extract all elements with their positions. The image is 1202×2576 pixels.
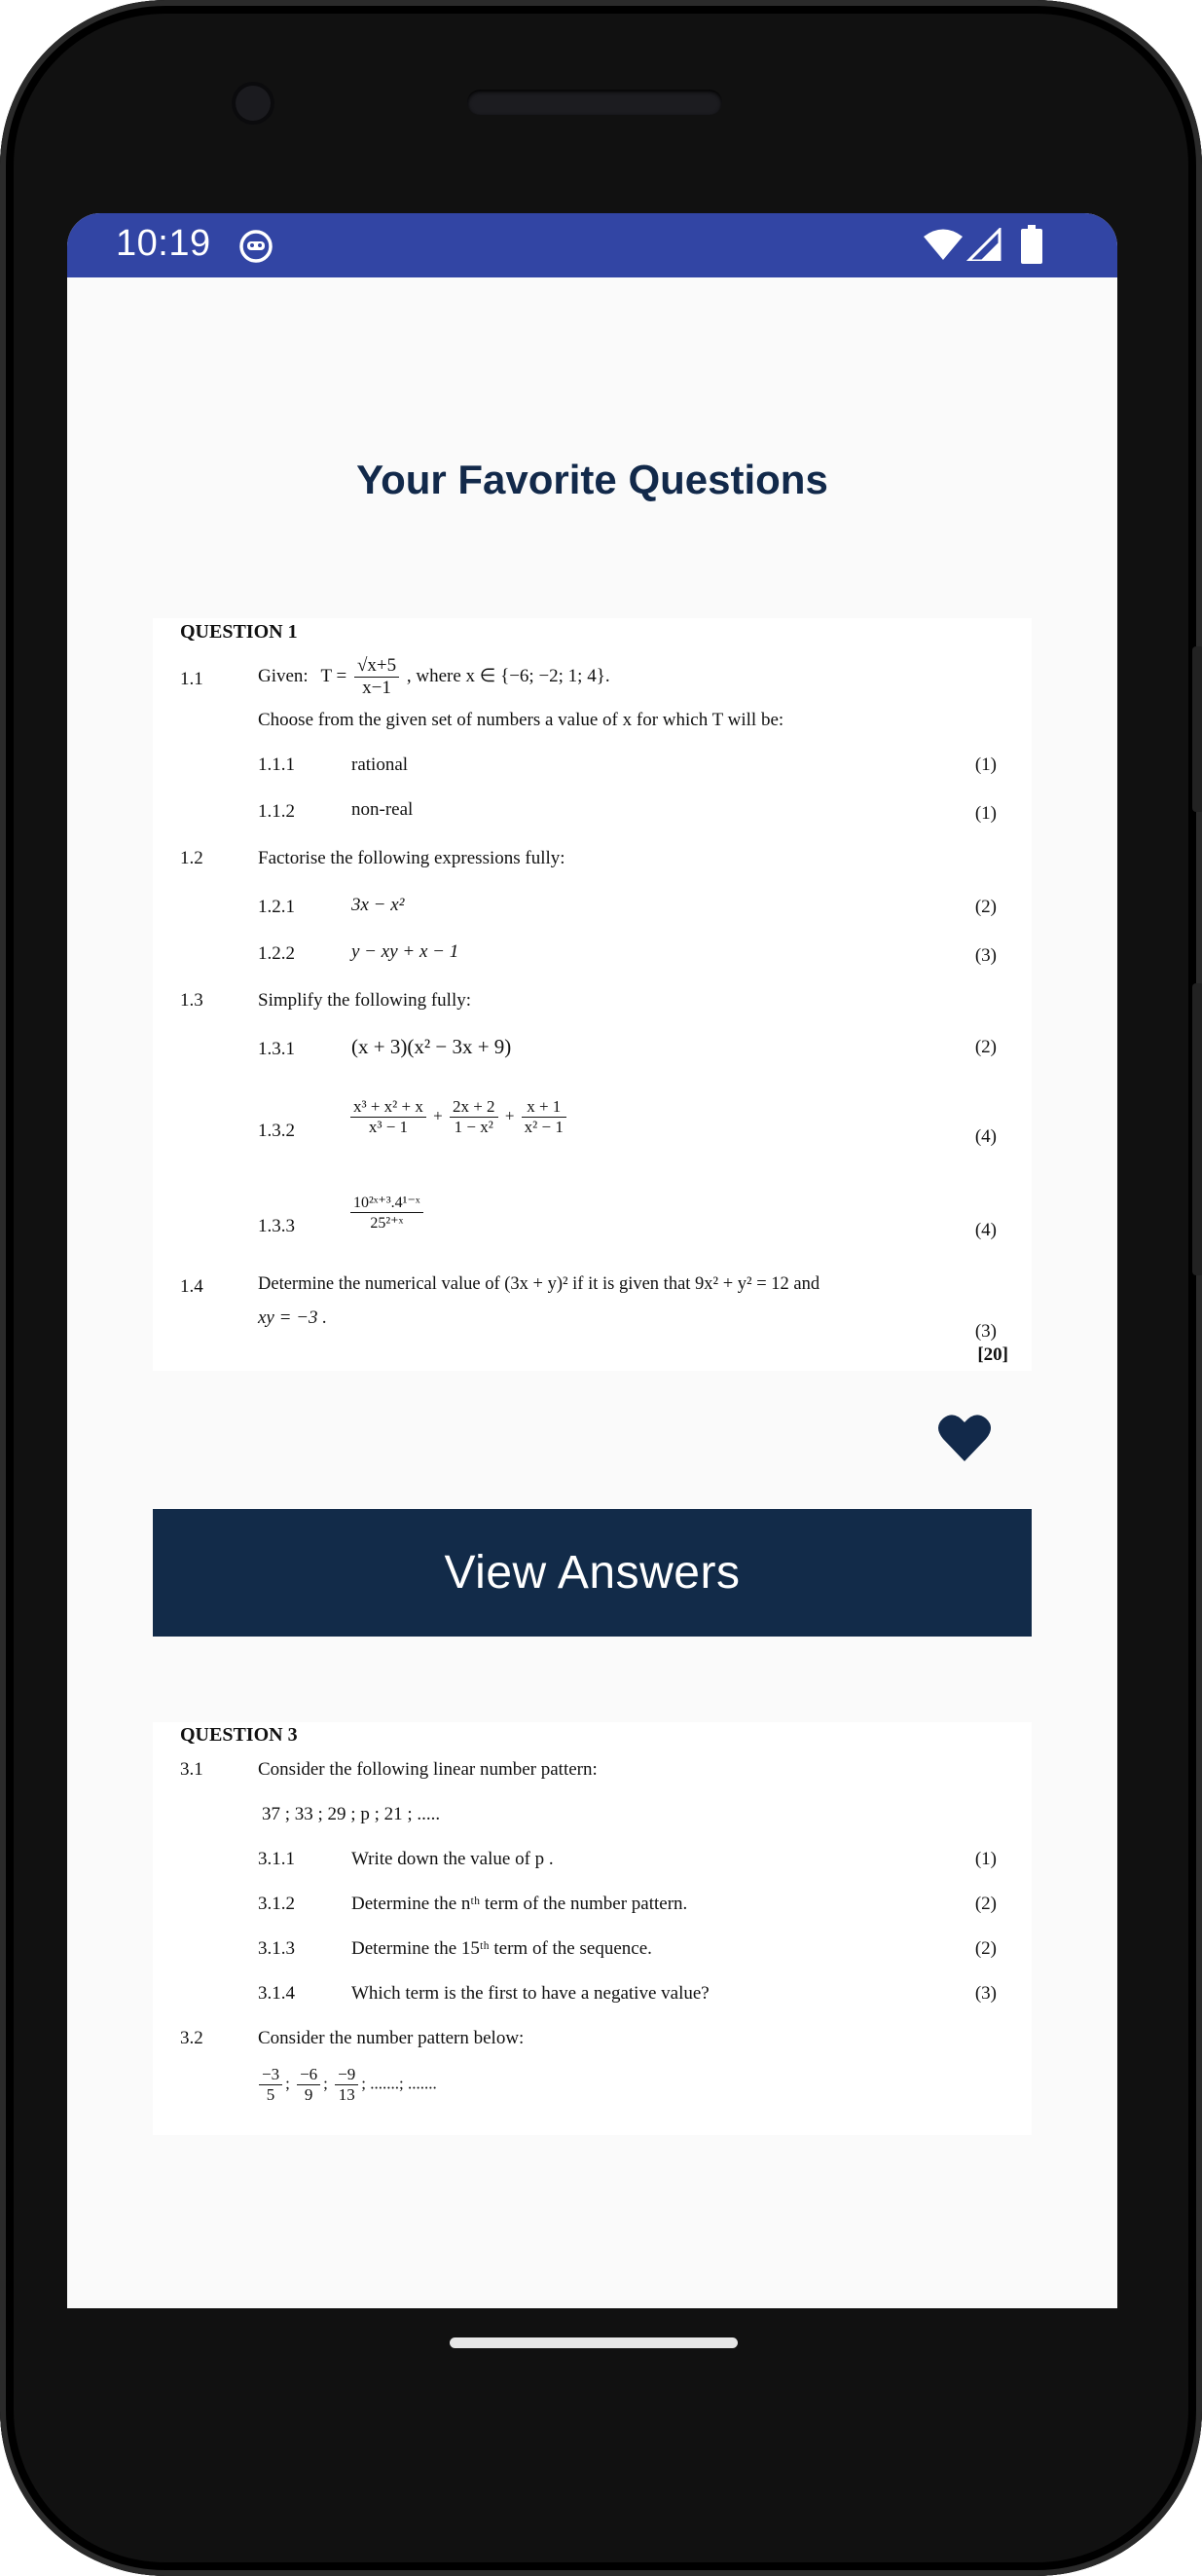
status-bar xyxy=(67,213,1117,277)
sub-num: 3.1.2 xyxy=(258,1894,295,1914)
q-text xyxy=(258,655,610,699)
expr-frac xyxy=(450,1097,498,1137)
q-text: Consider the number pattern below: xyxy=(258,2028,525,2048)
mark: (2) xyxy=(974,1894,997,1914)
home-indicator[interactable] xyxy=(450,2337,738,2348)
volume-button xyxy=(1192,983,1202,1275)
expr-frac xyxy=(522,1097,566,1137)
battery-icon xyxy=(1021,225,1042,264)
separator: ; xyxy=(285,2074,290,2093)
face-icon xyxy=(238,228,273,263)
q-frac-den: x−1 xyxy=(362,678,391,698)
sub-text: Determine the 15ᵗʰ term of the sequence. xyxy=(351,1938,652,1959)
pattern-frac xyxy=(335,2065,358,2105)
q-num: 3.2 xyxy=(180,2028,203,2048)
frac-num: 10²ˣ⁺³.4¹⁻ˣ xyxy=(350,1193,423,1213)
frac-num: 2x + 2 xyxy=(450,1097,498,1118)
sub-num: 3.1.1 xyxy=(258,1849,295,1869)
sub-text: 3x − x² xyxy=(351,895,405,915)
front-camera xyxy=(236,86,271,121)
sub-text: Which term is the first to have a negative value? xyxy=(351,1983,710,2004)
sub-num: 1.3.3 xyxy=(258,1216,295,1236)
app-screen xyxy=(67,213,1117,2308)
sub-text: Determine the nᵗʰ term of the number pattern. xyxy=(351,1894,688,1914)
q-fraction xyxy=(354,655,399,699)
sub-text: Write down the value of p . xyxy=(351,1849,554,1869)
sub-num: 1.2.2 xyxy=(258,943,295,964)
mark: (4) xyxy=(974,1126,997,1147)
sub-text: non-real xyxy=(351,799,414,820)
total-mark: [20] xyxy=(977,1344,1008,1365)
q-num: 1.2 xyxy=(180,848,203,868)
mark: (2) xyxy=(974,1037,997,1057)
sub-expr xyxy=(347,1097,569,1137)
q-frac-num: √x+5 xyxy=(354,655,399,678)
question-heading: QUESTION 3 xyxy=(180,1724,298,1746)
q-num: 1.1 xyxy=(180,669,203,689)
question-3-image xyxy=(153,1722,1032,2135)
q-where: , where x ∈ {−6; −2; 1; 4}. xyxy=(406,665,610,686)
expr-frac xyxy=(350,1097,426,1137)
frac-num: x³ + x² + x xyxy=(350,1097,426,1118)
mark: (3) xyxy=(974,1321,997,1342)
sub-num: 1.3.2 xyxy=(258,1121,295,1141)
q-num: 3.1 xyxy=(180,1759,203,1780)
separator: ; xyxy=(323,2074,328,2093)
frac-den: 1 − x² xyxy=(454,1118,493,1136)
q-text: Determine the numerical value of (3x + y)² if it is given that 9x² + y² = 12 and xyxy=(258,1274,820,1294)
status-time: 10:19 xyxy=(116,223,211,264)
power-button xyxy=(1192,646,1202,812)
q-text: Simplify the following fully: xyxy=(258,990,472,1011)
pattern-frac xyxy=(297,2065,320,2105)
sub-num: 1.2.1 xyxy=(258,897,295,917)
view-answers-button[interactable]: View Answers xyxy=(153,1509,1032,1637)
expr-frac xyxy=(350,1193,423,1233)
q-text: Factorise the following expressions fully: xyxy=(258,848,565,868)
mark: (2) xyxy=(974,1938,997,1959)
q-text: Choose from the given set of numbers a value of x for which T will be: xyxy=(258,710,784,730)
plus-sign: + xyxy=(433,1106,443,1125)
q-expr-lhs: T = xyxy=(320,665,347,686)
pattern-frac xyxy=(259,2065,282,2105)
sub-num: 1.1.1 xyxy=(258,754,295,775)
pattern-tail: ; .......; ....... xyxy=(361,2074,437,2093)
frac-den: x² − 1 xyxy=(524,1118,564,1136)
frac-den: x³ − 1 xyxy=(368,1118,409,1136)
mark: (1) xyxy=(974,1849,997,1869)
mark: (4) xyxy=(974,1220,997,1240)
mark: (1) xyxy=(974,803,997,824)
pattern: 37 ; 33 ; 29 ; p ; 21 ; ..... xyxy=(262,1804,441,1824)
frac-num: −3 xyxy=(259,2065,282,2085)
mark: (3) xyxy=(974,1983,997,2004)
question-heading: QUESTION 1 xyxy=(180,621,298,643)
sub-num: 1.3.1 xyxy=(258,1039,295,1059)
sub-text: y − xy + x − 1 xyxy=(351,941,459,962)
frac-den: 9 xyxy=(304,2085,313,2104)
frac-den: 5 xyxy=(266,2085,275,2104)
q-num: 1.4 xyxy=(180,1276,203,1297)
sub-num: 3.1.3 xyxy=(258,1938,295,1959)
sub-text: rational xyxy=(351,754,409,775)
mark: (3) xyxy=(974,945,997,966)
frac-num: −9 xyxy=(335,2065,358,2085)
sub-num: 3.1.4 xyxy=(258,1983,295,2004)
sub-expr xyxy=(347,1193,426,1233)
heart-icon[interactable] xyxy=(937,1411,992,1465)
signal-icon xyxy=(966,228,1002,261)
q-given: Given: xyxy=(258,665,309,686)
plus-sign: + xyxy=(504,1106,515,1125)
sub-num: 1.1.2 xyxy=(258,801,295,822)
q-text: Consider the following linear number pattern: xyxy=(258,1759,598,1780)
frac-num: −6 xyxy=(297,2065,320,2085)
pattern-fractions xyxy=(256,2065,437,2105)
sub-text: (x + 3)(x² − 3x + 9) xyxy=(351,1035,512,1058)
mark: (2) xyxy=(974,897,997,917)
page-title: Your Favorite Questions xyxy=(356,457,828,502)
wifi-icon xyxy=(924,228,963,261)
earpiece-speaker xyxy=(467,90,722,115)
mark: (1) xyxy=(974,754,997,775)
q-num: 1.3 xyxy=(180,990,203,1011)
q-text: xy = −3 . xyxy=(258,1307,328,1328)
frac-den: 13 xyxy=(338,2085,355,2104)
question-1-image xyxy=(153,618,1032,1371)
frac-num: x + 1 xyxy=(522,1097,566,1118)
frac-den: 25²⁺ˣ xyxy=(370,1215,404,1232)
